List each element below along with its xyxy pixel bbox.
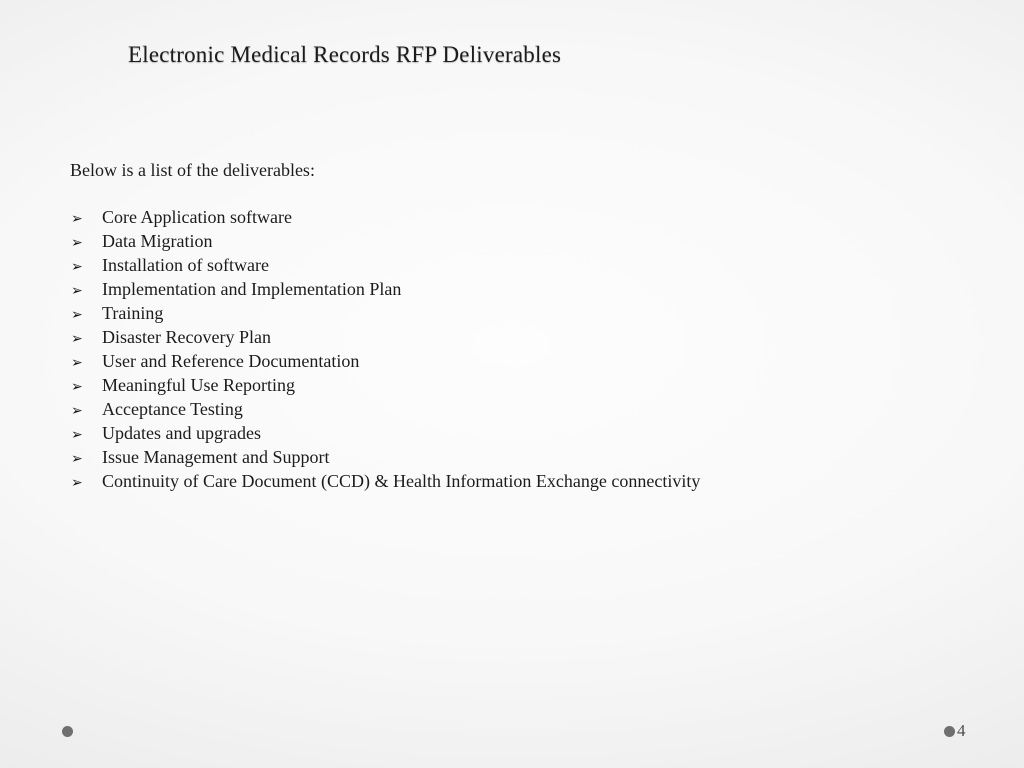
list-item bbox=[70, 277, 700, 301]
list-item-label: Disaster Recovery Plan bbox=[102, 327, 271, 347]
arrow-bullet-icon: ➢ bbox=[71, 427, 83, 443]
arrow-bullet-icon: ➢ bbox=[71, 259, 83, 275]
list-item bbox=[70, 373, 700, 397]
list-item-label: Implementation and Implementation Plan bbox=[102, 279, 402, 299]
list-item-label: Issue Management and Support bbox=[102, 447, 330, 467]
list-item bbox=[70, 421, 700, 445]
arrow-bullet-icon: ➢ bbox=[71, 379, 83, 395]
list-item bbox=[70, 205, 700, 229]
list-item-label: Continuity of Care Document (CCD) & Health Information Exchange connectivity bbox=[102, 471, 701, 491]
list-item bbox=[70, 325, 700, 349]
arrow-bullet-icon: ➢ bbox=[71, 403, 83, 419]
list-item bbox=[70, 445, 700, 469]
arrow-bullet-icon: ➢ bbox=[71, 475, 83, 491]
arrow-bullet-icon: ➢ bbox=[71, 211, 83, 227]
list-item-label: Meaningful Use Reporting bbox=[102, 375, 295, 395]
list-item bbox=[70, 469, 700, 493]
list-item bbox=[70, 229, 700, 253]
slide-title: Electronic Medical Records RFP Deliverables bbox=[128, 42, 562, 67]
arrow-bullet-icon: ➢ bbox=[71, 235, 83, 251]
arrow-bullet-icon: ➢ bbox=[71, 307, 83, 323]
arrow-bullet-icon: ➢ bbox=[71, 451, 83, 467]
page-number: 4 bbox=[957, 721, 966, 740]
arrow-bullet-icon: ➢ bbox=[71, 331, 83, 347]
list-item-label: User and Reference Documentation bbox=[102, 351, 360, 371]
arrow-bullet-icon: ➢ bbox=[71, 355, 83, 371]
list-item-label: Acceptance Testing bbox=[102, 399, 243, 419]
list-item-label: Core Application software bbox=[102, 207, 292, 227]
arrow-bullet-icon: ➢ bbox=[71, 283, 83, 299]
footer-dot-left-icon bbox=[62, 726, 73, 737]
list-item bbox=[70, 349, 700, 373]
list-item-label: Data Migration bbox=[102, 231, 213, 251]
list-item-label: Training bbox=[102, 303, 164, 323]
list-item-label: Installation of software bbox=[102, 255, 269, 275]
footer-dot-right-icon bbox=[944, 726, 955, 737]
intro-text: Below is a list of the deliverables: bbox=[70, 160, 315, 180]
list-item bbox=[70, 301, 700, 325]
list-item bbox=[70, 397, 700, 421]
list-item-label: Updates and upgrades bbox=[102, 423, 261, 443]
list-item bbox=[70, 253, 700, 277]
deliverables-list bbox=[70, 205, 700, 493]
